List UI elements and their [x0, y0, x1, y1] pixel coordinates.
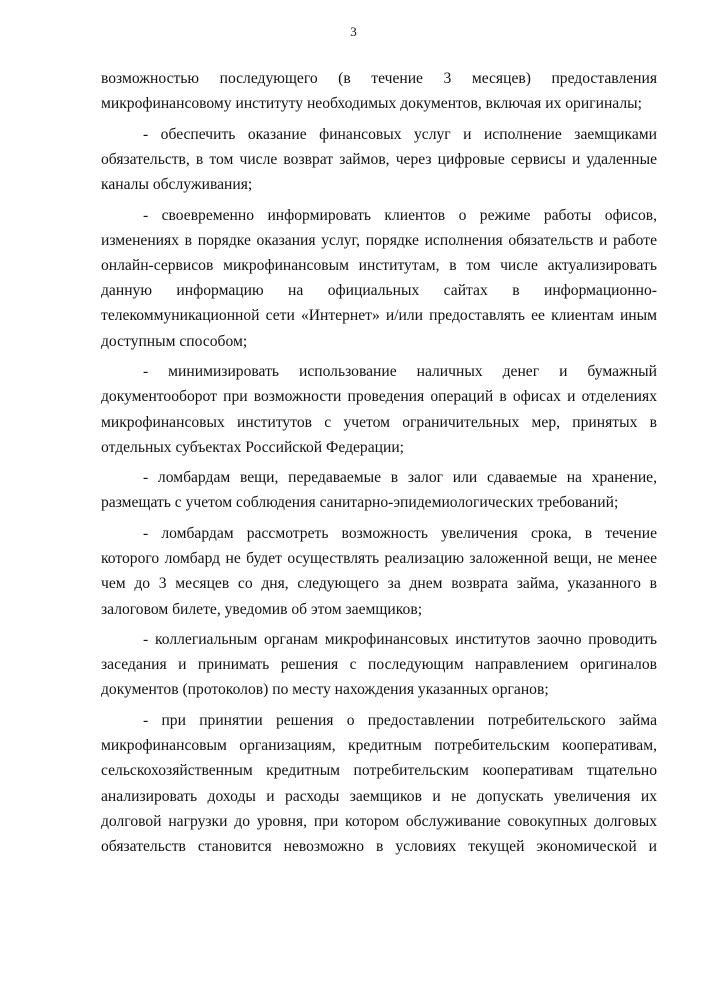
text-line: отдельных субъектах Российской Федерации;: [101, 438, 405, 456]
paragraph: [101, 521, 657, 622]
text-line: - коллегиальным органам микрофинансовых институтов заочно проводить: [143, 631, 657, 649]
paragraph: [101, 627, 657, 703]
text-line: онлайн-сервисов микрофинансовым институтам, в том числе актуализировать: [101, 257, 657, 275]
text-line: которого ломбард не будет осуществлять реализацию заложенной вещи, не менее: [101, 550, 657, 568]
text-line: - ломбардам вещи, передаваемые в залог или сдаваемые на хранение,: [143, 469, 657, 487]
text-line: возможностью последующего (в течение 3 месяцев) предоставления: [101, 70, 657, 87]
paragraph: [101, 122, 657, 198]
paragraph: [101, 465, 657, 515]
text-line: микрофинансовых институтов с учетом ограничительных мер, принятых в: [101, 413, 657, 431]
text-line: - своевременно информировать клиентов о режиме работы офисов,: [143, 206, 657, 224]
text-line: долговой нагрузки до уровня, при котором обслуживание совокупных долговых: [101, 812, 657, 830]
text-line: - обеспечить оказание финансовых услуг и исполнение заемщиками: [143, 125, 657, 143]
page-number: 3: [350, 24, 357, 39]
text-line: обязательств, в том числе возврат займов, через цифровые сервисы и удаленные: [101, 150, 657, 168]
paragraph: [101, 359, 657, 460]
text-line: обязательств становится невозможно в условиях текущей экономической и: [101, 837, 657, 855]
text-line: телекоммуникационной сети «Интернет» и/или предоставлять ее клиентам иным: [101, 307, 657, 325]
paragraph: [101, 203, 657, 354]
text-line: микрофинансовым организациям, кредитным потребительским кооперативам,: [101, 737, 657, 755]
text-line: документов (протоколов) по месту нахождения указанных органов;: [101, 681, 549, 699]
text-line: залоговом билете, уведомив об этом заемщиков;: [101, 600, 423, 618]
text-line: - минимизировать использование наличных денег и бумажный: [143, 363, 657, 381]
document-body: [101, 66, 657, 864]
text-line: анализировать доходы и расходы заемщиков и не допускать увеличения их: [101, 787, 657, 805]
paragraph: [101, 708, 657, 859]
text-line: сельскохозяйственным кредитным потребительским кооперативам тщательно: [101, 762, 657, 780]
text-line: размещать с учетом соблюдения санитарно-эпидемиологических требований;: [101, 494, 619, 512]
text-line: изменениях в порядке оказания услуг, порядке исполнения обязательств и работе: [101, 231, 657, 249]
text-line: доступным способом;: [101, 332, 248, 350]
text-line: - ломбардам рассмотреть возможность увеличения срока, в течение: [143, 524, 657, 542]
text-line: чем до 3 месяцев со дня, следующего за днем возврата займа, указанного в: [101, 575, 657, 593]
text-line: - при принятии решения о предоставлении потребительского займа: [143, 711, 657, 729]
text-line: каналы обслуживания;: [101, 176, 253, 194]
text-line: заседания и принимать решения с последующим направлением оригиналов: [101, 656, 657, 674]
text-line: данную информацию на официальных сайтах в информационно-: [101, 282, 657, 300]
paragraph: [101, 66, 657, 116]
text-line: микрофинансовому институту необходимых документов, включая их оригиналы;: [101, 95, 642, 113]
text-line: документооборот при возможности проведения операций в офисах и отделениях: [101, 388, 657, 406]
